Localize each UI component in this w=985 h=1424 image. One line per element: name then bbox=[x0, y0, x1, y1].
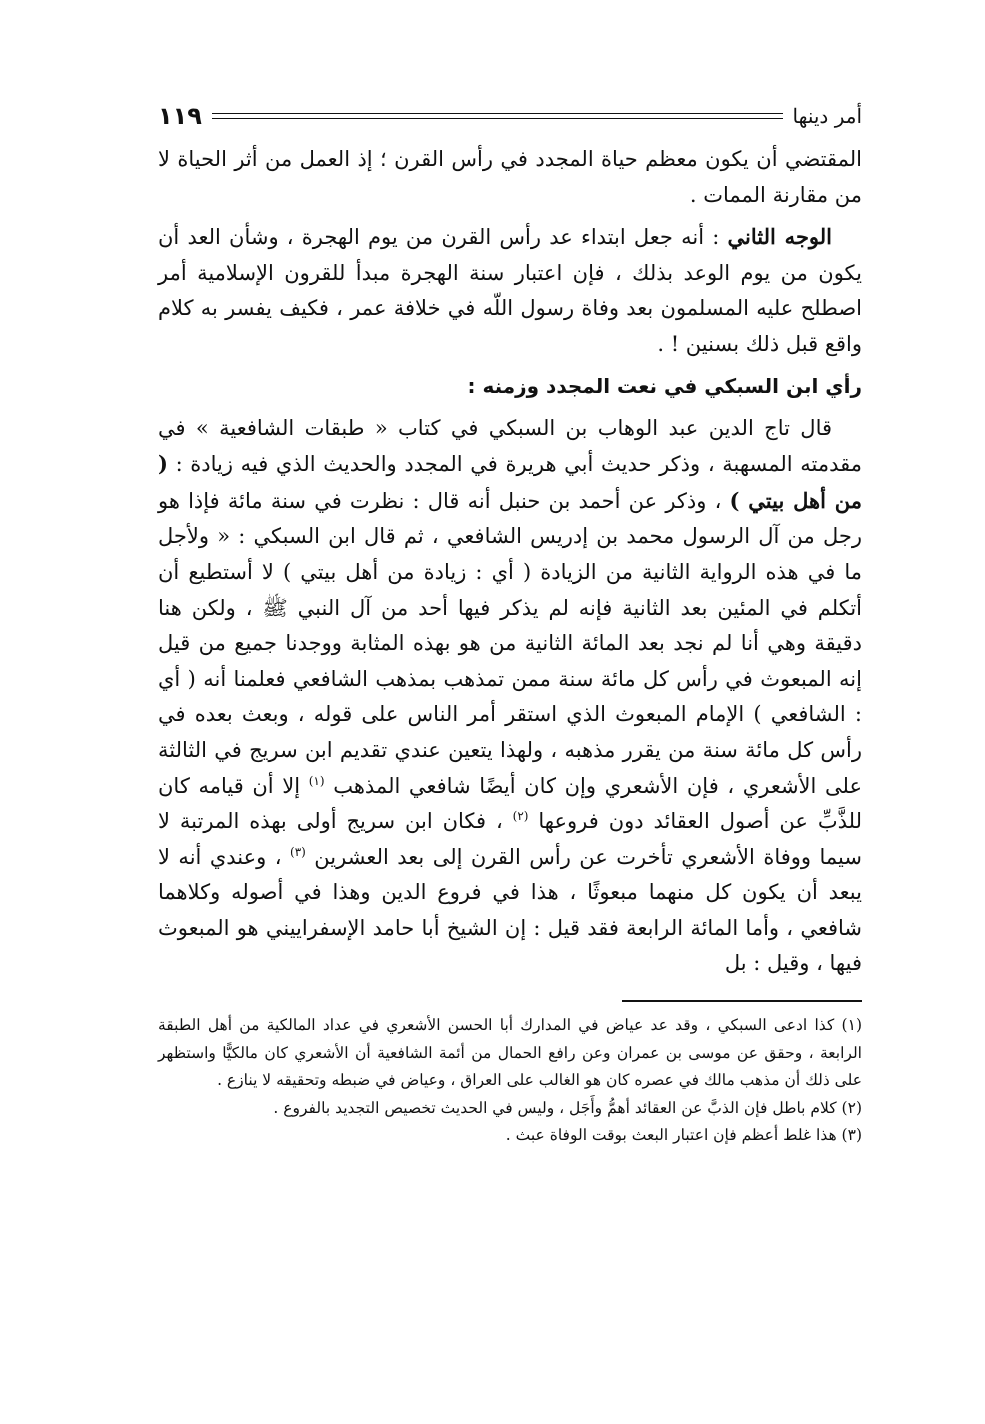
footnote-ref-2[interactable]: (٢) bbox=[512, 809, 529, 824]
footnote-3: (٣) هذا غلط أعظم فإن اعتبار البعث بوقت الوفاة عبث . bbox=[505, 1126, 862, 1145]
running-title: أمر دينها bbox=[792, 104, 862, 128]
paragraph-2 bbox=[158, 219, 862, 362]
paragraph-3 bbox=[158, 411, 862, 983]
paragraph-3-part-d: ، فكان ابن سريج أولى بهذه المرتبة لا سيما ووفاة الأشعري تأخرت عن رأس القرن إلى بعد العشرين bbox=[158, 809, 862, 869]
paragraph-3-part-b: ، وذكر عن أحمد بن حنبل أنه قال : نظرت في سنة مائة فإذا هو رجل من آل الرسول محمد بن إدريس الشافعي ، ثم قال ابن السبكي : « ولأجل ما في هذه الرواية الثانية من الزيادة ( أي : زيادة من أهل بيتي ) لا أستطيع أن أتكلم في المئين بعد الثانية فإنه لم يذكر فيها أحد من آل النبي ﷺ ، ولكن هنا دقيقة وهي أنا لم نجد بعد المائة الثانية من هو بهذه المثابة ووجدنا جميع من قيل إنه المبعوث في رأس كل مائة سنة ممن تمذهب بمذهب الشافعي فعلمنا أنه ( أي : الشافعي ) الإمام المبعوث الذي استقر أمر الناس على قوله ، وبعث بعده في رأس كل مائة سنة من يقرر مذهبه ، ولهذا يتعين عندي تقديم ابن سريج في الثالثة على الأشعري ، فإن الأشعري وإن كان أيضًا شافعي المذهب bbox=[158, 488, 862, 798]
paragraph-3-part-c: إلا أن قيامه كان للذَّبِّ عن أصول العقائد دون فروعها bbox=[158, 773, 862, 834]
header-rule bbox=[212, 113, 783, 119]
footnotes bbox=[158, 1012, 862, 1150]
paragraph-1: المقتضي أن يكون معظم حياة المجدد في رأس القرن ؛ إذ العمل من أثر الحياة لا من مقارنة الممات . bbox=[158, 147, 862, 207]
footnote-ref-3[interactable]: (٣) bbox=[290, 844, 306, 859]
footnote-ref-1[interactable]: (١) bbox=[308, 773, 325, 788]
body-text bbox=[158, 142, 862, 982]
running-header bbox=[158, 96, 862, 136]
section-heading: رأي ابن السبكي في نعت المجدد وزمنه : bbox=[467, 373, 862, 398]
footnote-2: (٢) كلام باطل فإن الذبَّ عن العقائد أهمُّ وأَجَل ، وليس في الحديث تخصيص التجديد بالفروع . bbox=[273, 1098, 862, 1117]
footnote-separator bbox=[622, 1000, 862, 1002]
paragraph-3-part-a: قال تاج الدين عبد الوهاب بن السبكي في كتاب « طبقات الشافعية » في مقدمته المسهبة ، وذكر حديث أبي هريرة في المجدد والحديث الذي فيه زيادة : bbox=[158, 415, 862, 477]
paragraph-3-part-e: ، وعندي أنه لا يبعد أن يكون كل منهما مبعوثًا ، هذا في فروع الدين وهذا في أصوله وكلاهما شافعي ، وأما المائة الرابعة فقد قيل : إن الشيخ أبا حامد الإسفراييني هو المبعوث فيها ، وقيل : بل bbox=[158, 844, 862, 976]
paragraph-2-lead: الوجه الثاني bbox=[727, 224, 833, 250]
paragraph-2-text: : أنه جعل ابتداء عد رأس القرن من يوم الهجرة ، وشأن العد أن يكون من يوم الوعد بذلك ، فإن اعتبار سنة الهجرة مبدأ للقرون الإسلامية أمر اصطلح عليه المسلمون بعد وفاة رسول اللّه في خلافة عمر ، فكيف يفسر به كلام واقع قبل ذلك بسنين ! . bbox=[158, 225, 862, 356]
book-page bbox=[158, 96, 862, 1150]
paragraph-3-bold-quote: ( من أهل بيتي ) bbox=[158, 451, 862, 513]
footnote-1: (١) كذا ادعى السبكي ، وقد عد عياض في المدارك أبا الحسن الأشعري في عداد المالكية من أهل الطبقة الرابعة ، وحقق عن موسى بن عمران وعن رافع الحمال من أئمة الشافعية أن الأشعري كان مالكيًّا واستظهر على ذلك أن مذهب مالك في عصره كان هو الغالب على العراق ، وعياض في ضبطه وتحقيقه لا ينازع . bbox=[158, 1016, 862, 1090]
page-number: ١١٩ bbox=[158, 102, 202, 130]
